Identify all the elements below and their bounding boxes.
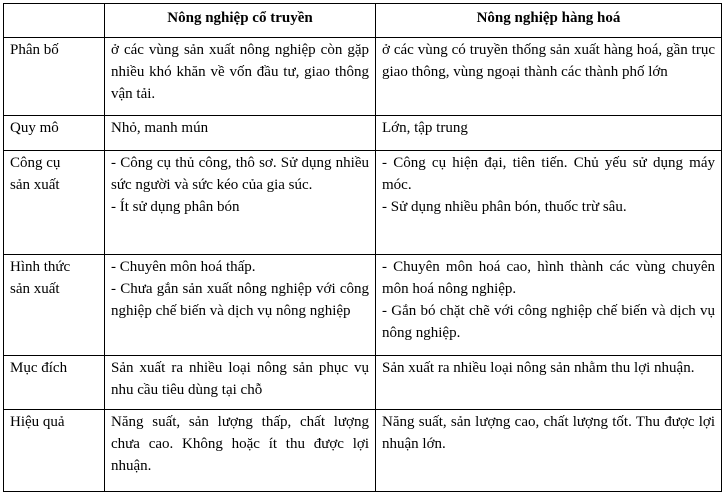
row-label [4,151,105,255]
traditional-cell [105,38,376,116]
row-label [4,38,105,116]
row-label-line: sản xuất [10,281,60,297]
comparison-table [3,3,722,492]
header-commercial: Nông nghiệp hàng hoá [376,4,722,38]
cell-text: Lớn, tập trung [382,120,468,136]
cell-text: - Công cụ thủ công, thô sơ. Sử dụng nhiều sức người và sức kéo của gia súc. [111,155,369,193]
cell-text: ở các vùng có truyền thống sản xuất hàng hoá, gần trục giao thông, vùng ngoại thành các thành phố lớn [382,42,715,80]
cell-text: - Sử dụng nhiều phân bón, thuốc trừ sâu. [382,199,627,215]
row-label-line: Quy mô [10,120,59,136]
commercial-cell [376,410,722,492]
cell-text: - Gắn bó chặt chẽ với công nghiệp chế biến và dịch vụ nông nghiệp. [382,303,715,341]
cell-text: - Chuyên môn hoá cao, hình thành các vùng chuyên môn hoá nông nghiệp. [382,259,715,297]
row-label [4,255,105,356]
row-label-line: Phân bố [10,42,59,58]
cell-text: - Ít sử dụng phân bón [111,199,240,215]
commercial-cell [376,255,722,356]
header-traditional: Nông nghiệp cổ truyền [105,4,376,38]
row-label-line: sản xuất [10,177,60,193]
cell-text: Nhỏ, manh mún [111,120,209,136]
row-label-line: Công cụ [10,155,61,171]
row-label-line: Hình thức [10,259,71,275]
traditional-cell [105,356,376,410]
row-label [4,356,105,410]
cell-text: - Công cụ hiện đại, tiên tiến. Chủ yếu sử dụng máy móc. [382,155,715,193]
table-row-distribution [4,38,722,116]
cell-text: ở các vùng sản xuất nông nghiệp còn gặp nhiều khó khăn về vốn đầu tư, giao thông vận tải. [111,42,369,102]
header-row [4,4,722,38]
row-label-line: Hiệu quả [10,414,65,430]
table-row-scale [4,116,722,151]
traditional-cell [105,255,376,356]
commercial-cell [376,38,722,116]
cell-text: Năng suất, sản lượng cao, chất lượng tốt. Thu được lợi nhuận lớn. [382,414,715,452]
table-row-tools [4,151,722,255]
cell-text: Sản xuất ra nhiều loại nông sản nhằm thu lợi nhuận. [382,360,695,376]
commercial-cell [376,116,722,151]
table-row-efficiency [4,410,722,492]
table-row-purpose [4,356,722,410]
cell-text: Sản xuất ra nhiều loại nông sản phục vụ nhu cầu tiêu dùng tại chỗ [111,360,369,398]
commercial-cell [376,151,722,255]
traditional-cell [105,151,376,255]
table-row-form [4,255,722,356]
row-label-line: Mục đích [10,360,68,376]
cell-text: - Chưa gắn sản xuất nông nghiệp với công nghiệp chế biến và dịch vụ nông nghiệp [111,281,369,319]
traditional-cell [105,410,376,492]
cell-text: Năng suất, sản lượng thấp, chất lượng chưa cao. Không hoặc ít thu được lợi nhuận. [111,414,369,474]
commercial-cell [376,356,722,410]
row-label [4,116,105,151]
row-label [4,410,105,492]
header-empty-cell [4,4,105,38]
cell-text: - Chuyên môn hoá thấp. [111,259,256,275]
traditional-cell [105,116,376,151]
